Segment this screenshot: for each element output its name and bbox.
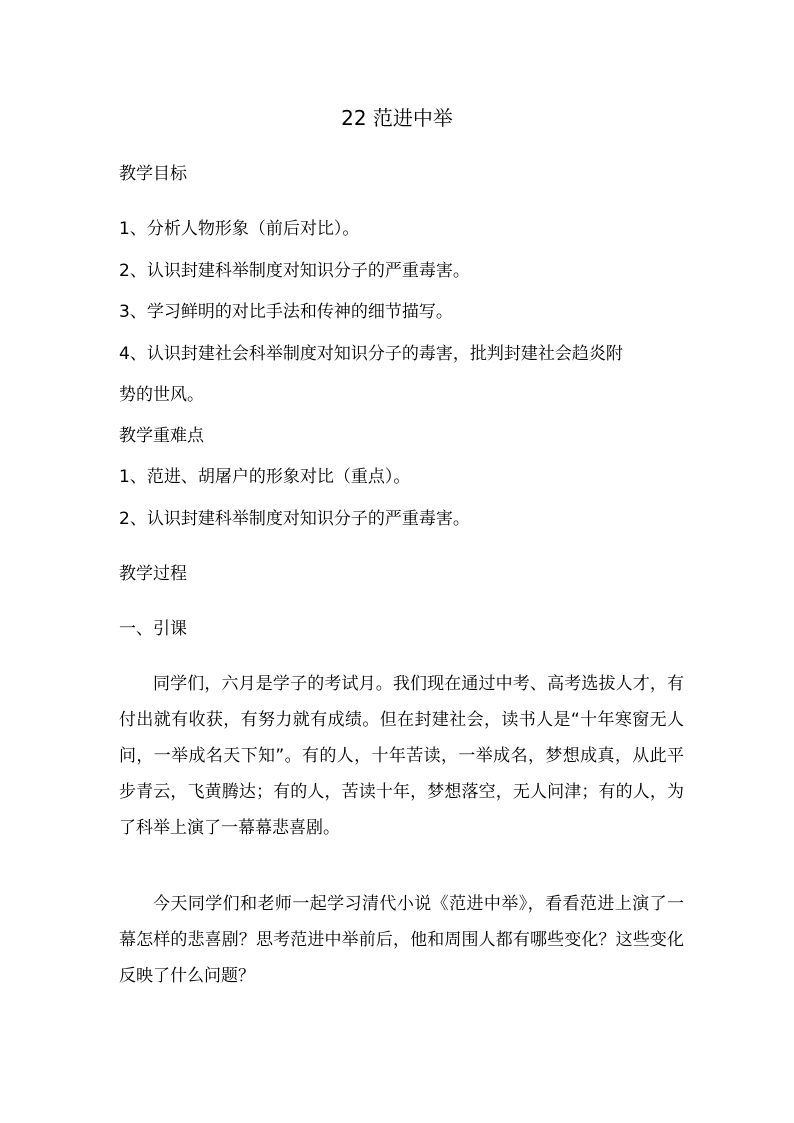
section-intro-heading: 一、引课 bbox=[119, 619, 187, 639]
goal-item-3: 3、学习鲜明的对比手法和传神的细节描写。 bbox=[119, 302, 453, 322]
intro-paragraph-1: 同学们，六月是学子的考试月。我们现在通过中考、高考选拔人才，有付出就有收获，有努力就有成绩。但在封建社会，读书人是“十年寒窗无人问，一举成名天下知”。有的人，十年苦读，一举成名，梦想成真，从此平步青云，飞黄腾达；有的人，苦读十年，梦想落空，无人问津；有的人，为了科举上演了一幕幕悲喜剧。 bbox=[119, 674, 684, 838]
goal-item-2: 2、认识封建科举制度对知识分子的严重毒害。 bbox=[119, 261, 470, 281]
intro-paragraph-2: 今天同学们和老师一起学习清代小说《范进中举》，看看范进上演了一幕怎样的悲喜剧？思考范进中举前后，他和周围人都有哪些变化？这些变化反映了什么问题？ bbox=[119, 894, 684, 986]
goal-item-4-continued: 势的世风。 bbox=[119, 385, 204, 405]
goal-item-1: 1、分析人物形象（前后对比）。 bbox=[119, 219, 360, 239]
key-point-item-1: 1、范进、胡屠户的形象对比（重点）。 bbox=[119, 467, 411, 487]
goal-item-4: 4、认识封建社会科举制度对知识分子的毒害，批判封建社会趋炎附 bbox=[119, 344, 623, 364]
key-point-item-2: 2、认识封建科举制度对知识分子的严重毒害。 bbox=[119, 509, 470, 529]
teaching-goals-heading: 教学目标 bbox=[119, 164, 187, 184]
document-title: 22 范进中举 bbox=[341, 106, 453, 130]
teaching-process-heading: 教学过程 bbox=[119, 564, 187, 584]
key-points-heading: 教学重难点 bbox=[119, 426, 204, 446]
intro-paragraph-2-block bbox=[119, 886, 684, 994]
intro-paragraph-1-block bbox=[119, 666, 684, 846]
